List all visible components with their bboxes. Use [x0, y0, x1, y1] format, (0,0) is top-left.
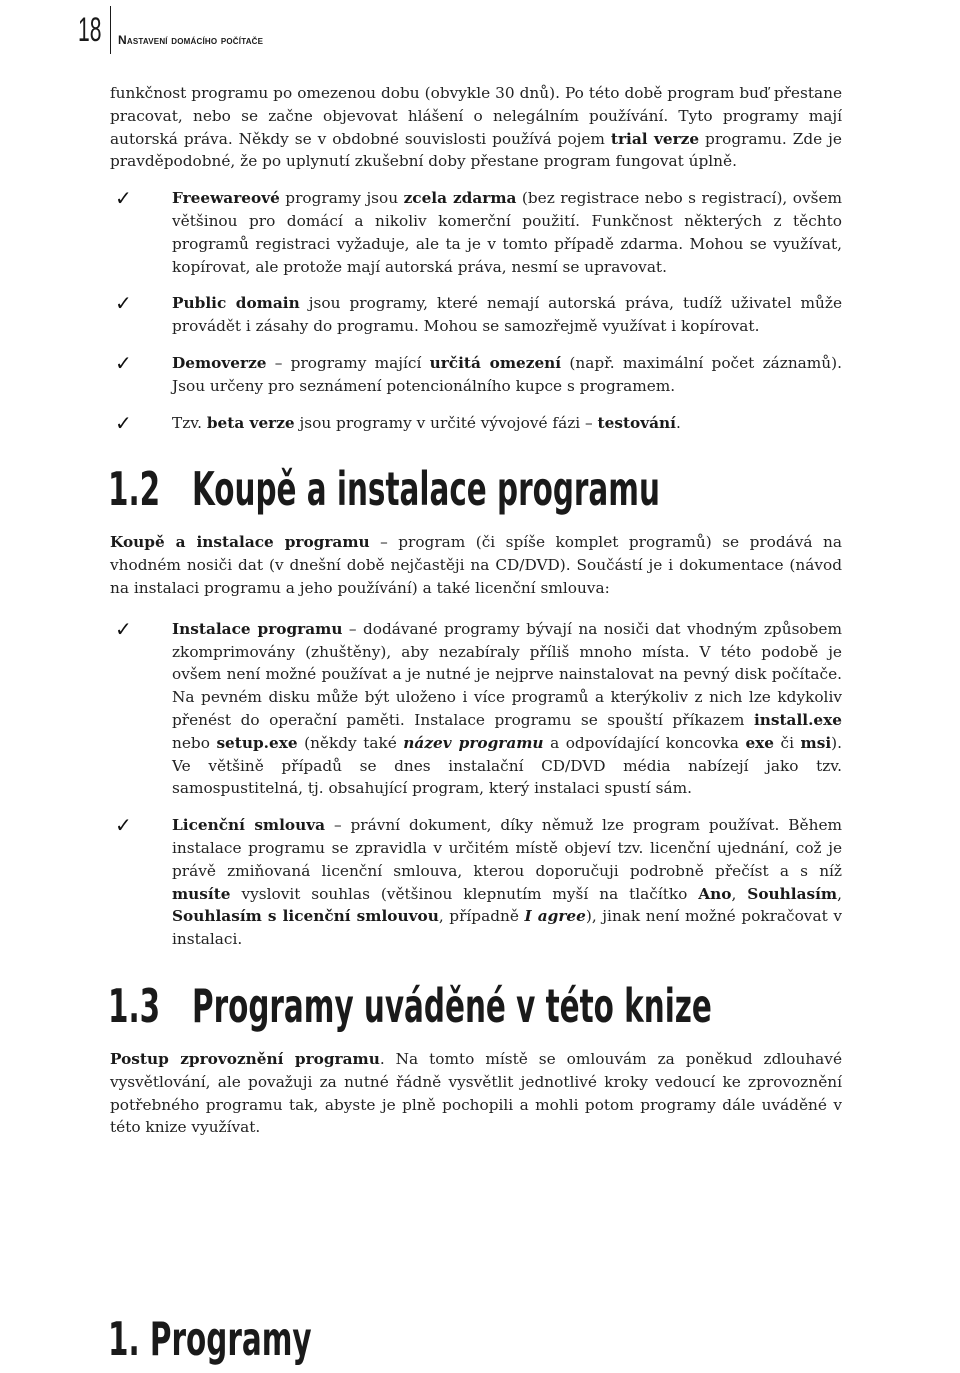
section-title: Koupě a instalace programu: [192, 462, 660, 517]
list-item-demoverze: [110, 352, 842, 398]
text: ), jinak není možné pokračovat v instalaci.: [172, 907, 842, 949]
text: ,: [731, 884, 748, 903]
term: testování: [597, 413, 676, 432]
list-item-text: [172, 412, 842, 435]
term: musíte: [172, 884, 231, 903]
text: , případně: [438, 907, 525, 926]
term: Souhlasím: [747, 884, 838, 903]
term: Demoverze: [172, 353, 267, 372]
list-item-instalace-programu: [110, 618, 842, 800]
text: či: [774, 733, 801, 752]
term: Souhlasím s licenční smlouvou: [172, 907, 439, 926]
text: – programy mající: [266, 353, 430, 372]
section-number: 1.2: [108, 462, 161, 517]
section-heading-1-2: [110, 460, 842, 518]
text: programu. Zde je pravděpodobné, že po uplynutí zkušební doby přestane program fungovat úplně.: [110, 129, 842, 171]
list-item-licencni-smlouva: [110, 814, 842, 951]
term: Postup zprovoznění programu: [110, 1049, 380, 1068]
list-item-freeware: [110, 187, 842, 278]
check-mark-icon: ✓: [115, 410, 132, 435]
text: – právní dokument, díky němuž lze program používat. Během instalace programu se zpravidla v určitém místě objeví tzv. licenční ujednání, což je právě zmiňovaná licenční smlouva, kterou doporučuji podrobně přečíst a s níž: [172, 816, 842, 880]
term-trial-verze: trial verze: [610, 129, 700, 148]
section-heading-1-3: [110, 977, 842, 1035]
term: exe: [745, 733, 775, 752]
check-mark-icon: ✓: [115, 813, 132, 838]
command: setup.exe: [216, 733, 298, 752]
term: Koupě a instalace programu: [110, 533, 370, 552]
check-mark-icon: ✓: [115, 291, 132, 316]
term: Licenční smlouva: [172, 816, 326, 835]
list-item-public-domain: [110, 292, 842, 338]
text: . Na tomto místě se omlouvám za poněkud zdlouhavé vysvětlování, ale považuji za nutné řádně vysvětlit jednotlivé kroky vedoucí ke zprovoznění potřebného programu tak, abyste je plně pochopili a mohli potom programy dále uváděné v této knize využívat.: [110, 1049, 842, 1137]
list-item-text: [172, 618, 842, 800]
text: Tzv.: [172, 413, 207, 432]
running-chapter-title: Nastavení domácího počítače: [118, 33, 264, 47]
list-item-text: [172, 352, 842, 398]
text: (někdy také: [297, 733, 404, 752]
list-item-beta-verze: [110, 412, 842, 435]
check-mark-icon: ✓: [115, 186, 132, 211]
text: a odpovídající koncovka: [543, 733, 746, 752]
text: – dodávané programy bývají na nosiči dat vhodným způsobem zkomprimovány (zhuštěny), aby nezabíraly příliš mnoho místa. V této podobě je ovšem není možné používat a je nutné je nejprve nainstalovat na pevný disk počítače. Na pevném disku může být uloženo i více programů a kterýkoliv z nich lze kdykoliv přenést do operační paměti. Instalace programu se spouští příkazem: [172, 619, 842, 729]
list-item-text: [172, 814, 842, 951]
running-header: [0, 0, 960, 60]
term: Instalace programu: [172, 619, 343, 638]
term: beta verze: [206, 413, 295, 432]
text: programy jsou: [279, 189, 404, 208]
check-mark-icon: ✓: [115, 616, 132, 641]
section-1-2-lead-paragraph: [110, 531, 842, 599]
text: ). Ve většině případů se dnes instalační CD/DVD média nabízejí jako tzv. samospustitelná, tj. obsahující program, který instalaci spustí sám.: [172, 733, 842, 798]
text: .: [675, 413, 681, 432]
text: vyslovit souhlas (většinou klepnutím myší na tlačítko: [230, 884, 699, 903]
term: zcela zdarma: [403, 189, 517, 208]
page-number: 18: [78, 11, 102, 49]
term: Ano: [698, 884, 732, 903]
list-item-text: [172, 292, 842, 338]
command: install.exe: [753, 710, 842, 729]
text: (např. maximální počet záznamů). Jsou určeny pro seznámení potencionálního kupce s programem.: [172, 353, 842, 395]
list-item-text: [172, 187, 842, 278]
term: msi: [800, 733, 832, 752]
text: funkčnost programu po omezenou dobu (obvykle 30 dnů). Po této době program buď přestane pracovat, nebo se začne objevovat hlášení o nelegálním používání. Tyto programy mají autorská práva. Někdy se v obdobné souvislosti používá pojem: [110, 84, 842, 148]
term-italic: I agree: [524, 907, 586, 926]
section-number: 1.3: [108, 978, 161, 1033]
text: jsou programy, které nemají autorská práva, tudíž uživatel může provádět i zásahy do programu. Mohou se samozřejmě využívat i kopírovat.: [172, 294, 843, 336]
page-body: [110, 82, 842, 1139]
intro-paragraph: [110, 82, 842, 173]
footer-chapter-title: 1. Programy: [108, 1312, 312, 1366]
installation-list: [110, 618, 842, 951]
text: – program (či spíše komplet programů) se prodává na vhodném nosiči dat (v dnešní době nejčastěji na CD/DVD). Součástí je i dokumentace (návod na instalaci programu a jeho používání) a také licenční smlouva:: [110, 533, 842, 597]
text: ,: [837, 884, 842, 903]
term-italic: název programu: [403, 733, 544, 752]
section-1-3-lead-paragraph: [110, 1048, 842, 1139]
text: jsou programy v určité vývojové fázi –: [294, 413, 598, 432]
term: Freewareové: [172, 189, 280, 208]
license-types-list: [110, 187, 842, 434]
text: nebo: [172, 733, 217, 752]
text: (bez registrace nebo s registrací), ovšem většinou pro domácí a nikoliv komerční použití. Funkčnost některých z těchto programů registraci vyžaduje, ale ta je v tomto případě zdarma. Mohou se využívat, kopírovat, ale protože mají autorská práva, nesmí se upravovat.: [172, 189, 842, 276]
check-mark-icon: ✓: [115, 350, 132, 375]
section-title: Programy uváděné v této knize: [192, 978, 712, 1033]
header-divider: [110, 6, 111, 54]
term: určitá omezení: [429, 353, 562, 372]
term: Public domain: [172, 294, 300, 313]
